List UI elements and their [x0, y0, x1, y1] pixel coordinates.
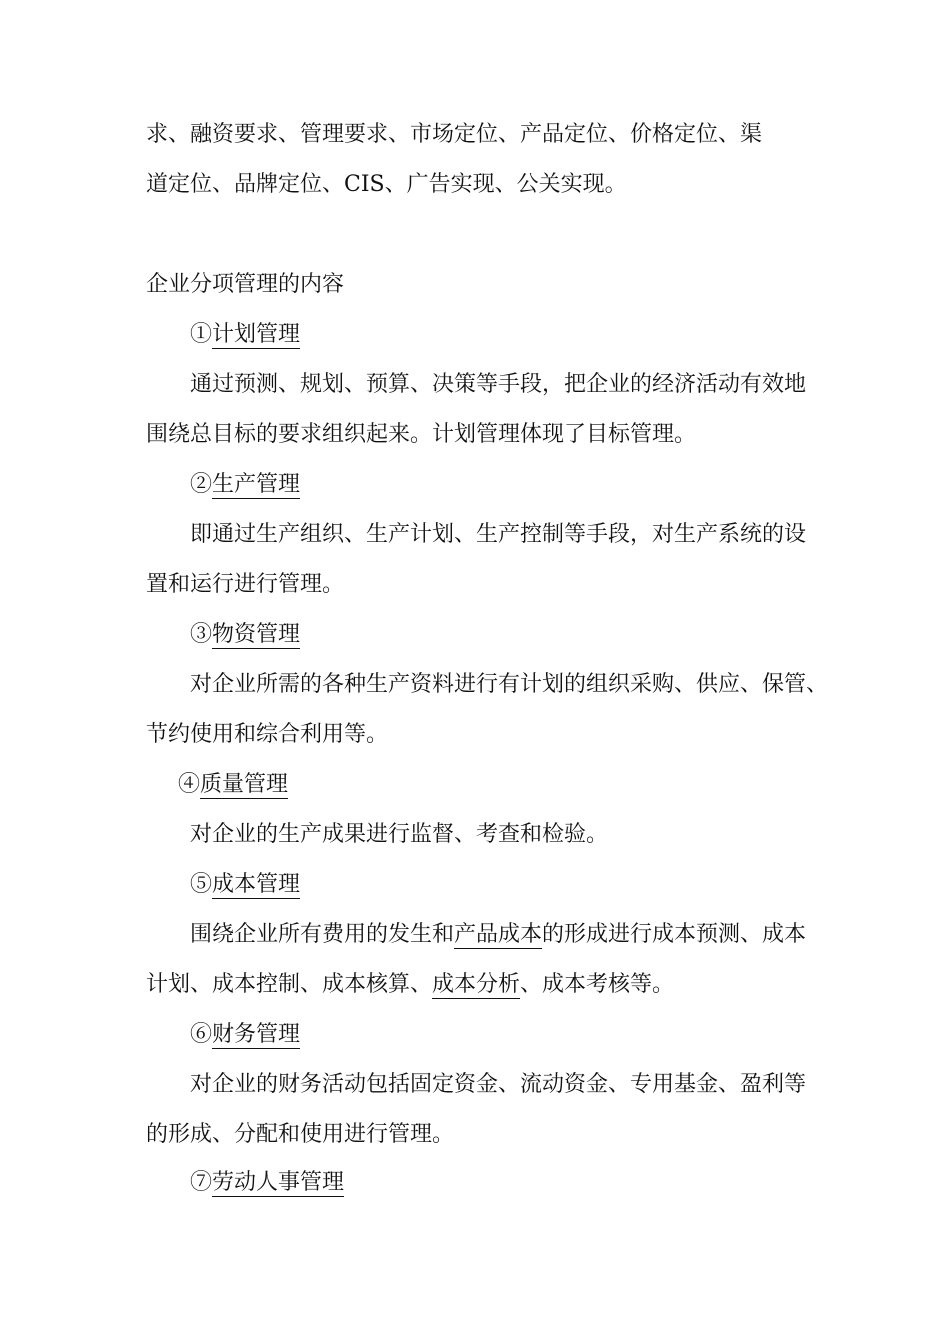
item-heading-6: [190, 1020, 300, 1050]
text-run: 的形成进行成本预测、成本: [542, 922, 807, 947]
item-number: ⑥: [190, 1022, 213, 1047]
text-run: 计划、成本控制、成本核算、: [146, 972, 433, 997]
item-2-text-2: 置和运行进行管理。: [146, 572, 345, 597]
intro-line-1: 求、融资要求、管理要求、市场定位、产品定位、价格定位、渠: [146, 122, 763, 147]
item-2-text-1: 即通过生产组织、生产计划、生产控制等手段，对生产系统的设: [190, 522, 807, 547]
item-1-text-2: 围绕总目标的要求组织起来。计划管理体现了目标管理。: [146, 422, 697, 447]
item-heading-7: [190, 1168, 344, 1198]
section-title: 企业分项管理的内容: [146, 272, 345, 297]
item-heading-5: [190, 870, 300, 900]
item-3-text-1: 对企业所需的各种生产资料进行有计划的组织采购、供应、保管、: [190, 672, 829, 697]
item-heading-1: [190, 320, 300, 350]
item-title-link[interactable]: 劳动人事管理: [212, 1170, 345, 1195]
item-number: ④: [178, 772, 201, 797]
item-heading-2: [190, 470, 300, 500]
item-title-link[interactable]: 计划管理: [212, 322, 301, 347]
item-title-link[interactable]: 成本管理: [212, 872, 301, 897]
item-number: ①: [190, 322, 213, 347]
item-title-link[interactable]: 质量管理: [200, 772, 289, 797]
item-title-link[interactable]: 生产管理: [212, 472, 301, 497]
item-6-text-1: 对企业的财务活动包括固定资金、流动资金、专用基金、盈利等: [190, 1072, 807, 1097]
item-heading-4: [178, 770, 288, 800]
item-title-link[interactable]: 物资管理: [212, 622, 301, 647]
item-number: ⑦: [190, 1170, 213, 1195]
text-run: 、成本考核等。: [520, 972, 675, 997]
item-6-text-2: 的形成、分配和使用进行管理。: [146, 1122, 455, 1147]
cost-analysis-link[interactable]: 成本分析: [432, 972, 521, 997]
intro-line-2: 道定位、品牌定位、CIS、广告实现、公关实现。: [146, 172, 627, 197]
product-cost-link[interactable]: 产品成本: [454, 922, 543, 947]
item-4-text-1: 对企业的生产成果进行监督、考查和检验。: [190, 822, 609, 847]
item-title-link[interactable]: 财务管理: [212, 1022, 301, 1047]
item-1-text-1: 通过预测、规划、预算、决策等手段，把企业的经济活动有效地: [190, 372, 807, 397]
item-heading-3: [190, 620, 300, 650]
item-number: ③: [190, 622, 213, 647]
item-5-text-1: [190, 920, 806, 950]
text-run: 围绕企业所有费用的发生和: [190, 922, 455, 947]
item-number: ⑤: [190, 872, 213, 897]
item-3-text-2: 节约使用和综合利用等。: [146, 722, 389, 747]
item-number: ②: [190, 472, 213, 497]
item-5-text-2: [146, 970, 674, 1000]
